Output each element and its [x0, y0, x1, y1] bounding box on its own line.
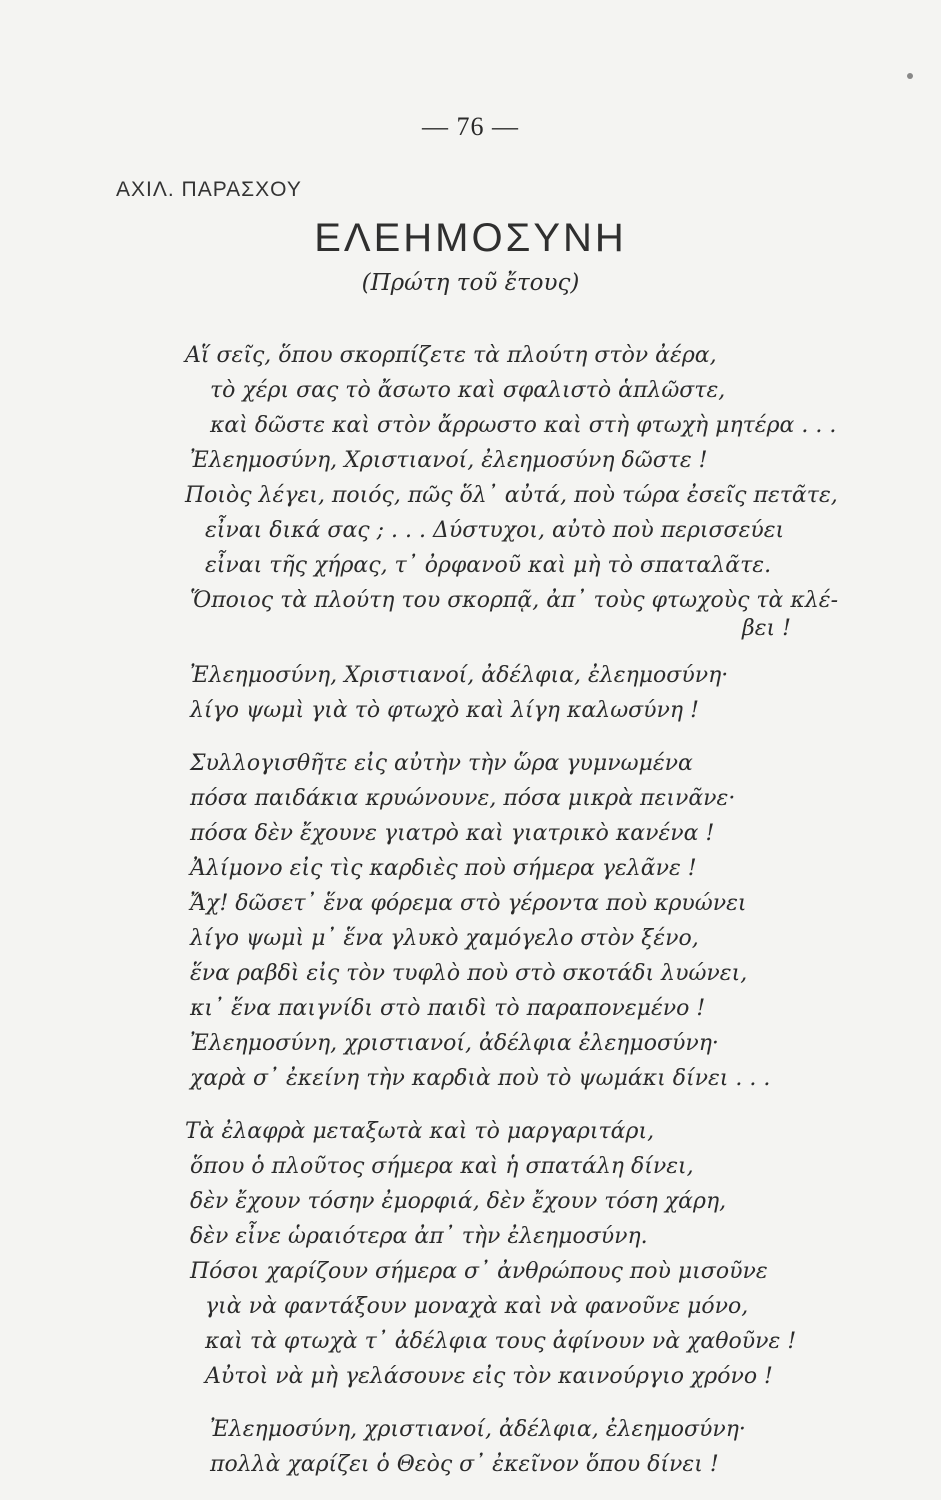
poem-line: Ἐλεημοσύνη, Χριστιανοί, ἐλεημοσύνη δῶστε !: [190, 448, 708, 473]
poem-line: Ὅποιος τὰ πλούτη του σκορπᾷ, ἀπ᾽ τοὺς φτωχοὺς τὰ κλέ-: [190, 588, 839, 613]
poem-line: Αὐτοὶ νὰ μὴ γελάσουνε εἰς τὸν καινούργιο χρόνο !: [205, 1364, 773, 1389]
stanza-1: [0, 338, 941, 640]
poem-line: Αἵ σεῖς, ὅπου σκορπίζετε τὰ πλούτη στὸν ἀέρα,: [185, 343, 717, 368]
poem-line: Συλλογισθῆτε εἰς αὐτὴν τὴν ὥρα γυμνωμένα: [190, 751, 693, 776]
poem-line: βει !: [742, 616, 791, 641]
poem-line: πόσα παιδάκια κρυώνουνε, πόσα μικρὰ πεινᾶνε·: [190, 786, 736, 811]
poem-body: [0, 338, 941, 1482]
author-name: ΑΧΙΛ. ΠΑΡΑΣΧΟΥ: [116, 178, 302, 201]
poem-line: δὲν ἔχουν τόσην ἐμορφιά, δὲν ἔχουν τόση χάρη,: [190, 1189, 727, 1214]
poem-title: ΕΛΕΗΜΟΣΥΝΗ: [314, 216, 627, 260]
stanza-4: [0, 1114, 941, 1394]
poem-line: πολλὰ χαρίζει ὁ Θεὸς σ᾽ ἐκεῖνον ὅπου δίνει !: [210, 1452, 719, 1477]
stanza-2: [0, 658, 941, 728]
poem-line: καὶ δῶστε καὶ στὸν ἄρρωστο καὶ στὴ φτωχὴ μητέρα . . .: [210, 413, 837, 438]
stanza-5: [0, 1412, 941, 1482]
poem-line: εἶναι τῆς χήρας, τ᾽ ὀρφανοῦ καὶ μὴ τὸ σπαταλᾶτε.: [205, 553, 772, 578]
ink-speck: [907, 73, 913, 79]
poem-line: καὶ τὰ φτωχὰ τ᾽ ἀδέλφια τους ἀφίνουν νὰ χαθοῦνε !: [205, 1329, 797, 1354]
poem-line: τὸ χέρι σας τὸ ἄσωτο καὶ σφαλιστὸ ἁπλῶστε,: [210, 378, 726, 403]
poem-line: Ἐλεημοσύνη, χριστιανοί, ἀδέλφια ἐλεημοσύνη·: [190, 1031, 719, 1056]
poem-line: λίγο ψωμὶ μ᾽ ἕνα γλυκὸ χαμόγελο στὸν ξένο,: [190, 926, 699, 951]
poem-line: ὅπου ὁ πλοῦτος σήμερα καὶ ἡ σπατάλη δίνει,: [190, 1154, 694, 1179]
poem-line: εἶναι δικά σας ; . . . Δύστυχοι, αὐτὸ ποὺ περισσεύει: [205, 518, 785, 543]
poem-line: Ἐλεημοσύνη, Χριστιανοί, ἀδέλφια, ἐλεημοσύνη·: [190, 663, 729, 688]
stanza-3: [0, 746, 941, 1096]
poem-line: Τὰ ἐλαφρὰ μεταξωτὰ καὶ τὸ μαργαριτάρι,: [185, 1119, 655, 1144]
poem-line: Πόσοι χαρίζουν σήμερα σ᾽ ἀνθρώπους ποὺ μισοῦνε: [190, 1259, 768, 1284]
poem-line: Ἐλεημοσύνη, χριστιανοί, ἀδέλφια, ἐλεημοσύνη·: [210, 1417, 746, 1442]
poem-line: Ἄχ! δῶσετ᾽ ἕνα φόρεμα στὸ γέροντα ποὺ κρυώνει: [190, 891, 747, 916]
poem-line: λίγο ψωμὶ γιὰ τὸ φτωχὸ καὶ λίγη καλωσύνη !: [190, 698, 699, 723]
poem-line: δὲν εἶνε ὡραιότερα ἀπ᾽ τὴν ἐλεημοσύνη.: [190, 1224, 648, 1249]
poem-line: ἕνα ραβδὶ εἰς τὸν τυφλὸ ποὺ στὸ σκοτάδι λυώνει,: [190, 961, 748, 986]
poem-line: Ἀλίμονο εἰς τὶς καρδιὲς ποὺ σήμερα γελᾶνε !: [190, 856, 697, 881]
poem-line: κι᾽ ἕνα παιγνίδι στὸ παιδὶ τὸ παραπονεμένο !: [190, 996, 706, 1021]
poem-line: χαρὰ σ᾽ ἐκείνη τὴν καρδιὰ ποὺ τὸ ψωμάκι δίνει . . .: [190, 1066, 771, 1091]
poem-subtitle: (Πρώτη τοῦ ἔτους): [361, 270, 580, 296]
poem-line: γιὰ νὰ φαντάξουν μοναχὰ καὶ νὰ φανοῦνε μόνο,: [205, 1294, 749, 1319]
page-number: — 76 —: [422, 112, 519, 141]
poem-line: πόσα δὲν ἔχουνε γιατρὸ καὶ γιατρικὸ κανένα !: [190, 821, 715, 846]
poem-line: Ποιὸς λέγει, ποιός, πῶς ὅλ᾽ αὐτά, ποὺ τώρα ἐσεῖς πετᾶτε,: [185, 483, 838, 508]
